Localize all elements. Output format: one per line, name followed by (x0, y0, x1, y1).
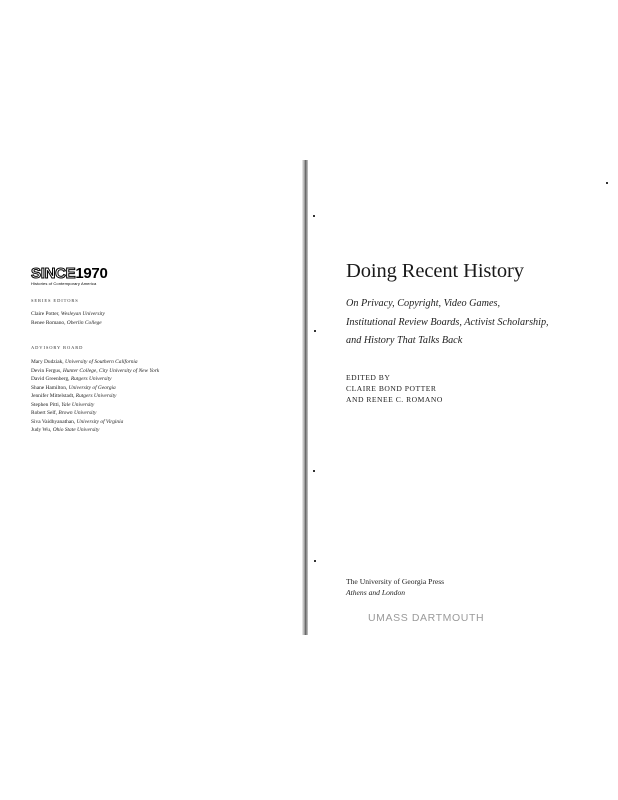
publisher-place: Athens and London (346, 588, 406, 597)
series-logo-mark: SINCE (31, 265, 76, 282)
subtitle-line: Institutional Review Boards, Activist Scholarship, (346, 316, 549, 328)
board-member: Shane Hamilton, University of Georgia (31, 384, 116, 391)
board-member: Devin Fergus, Hunter College, City University of New York (31, 367, 160, 374)
board-member: Mary Dudziak, University of Southern California (31, 359, 138, 365)
series-logo-subtitle: Histories of Contemporary America (31, 281, 97, 286)
left-page (0, 0, 303, 800)
editors-credit-line: CLAIRE BOND POTTER (346, 384, 437, 393)
book-title: Doing Recent History (346, 260, 524, 282)
editors-credit-line: EDITED BY (346, 373, 391, 382)
advisory-board-list (31, 358, 159, 435)
board-member: David Greenberg, Rutgers University (31, 376, 112, 382)
editors-credit (346, 372, 443, 405)
board-member: Judy Wu, Ohio State University (31, 427, 100, 433)
series-editor: Claire Potter, Wesleyan University (31, 311, 105, 317)
series-logo-text (31, 267, 121, 280)
board-member: Jennifer Mittelstadt, Rutgers University (31, 393, 117, 399)
advisory-board-heading: ADVISORY BOARD (31, 345, 84, 350)
board-member: Stephen Pitti, Yale University (31, 401, 95, 408)
series-logo (31, 267, 121, 287)
subtitle-line: and History That Talks Back (346, 335, 463, 346)
board-member: Robert Self, Brown University (31, 410, 97, 416)
editors-credit-line: AND RENEE C. ROMANO (346, 395, 443, 404)
publisher-imprint (346, 576, 444, 598)
series-editors-list (31, 310, 105, 327)
series-editors-heading: SERIES EDITORS (31, 298, 79, 303)
board-member: Siva Vaidhyanathan, University of Virginia (31, 418, 124, 425)
library-stamp: UMASS DARTMOUTH (368, 612, 485, 624)
book-subtitle (346, 295, 549, 351)
series-editor: Renee Romano, Oberlin College (31, 319, 102, 326)
subtitle-line: On Privacy, Copyright, Video Games, (346, 298, 501, 309)
series-logo-year: 1970 (75, 265, 108, 282)
publisher-name: The University of Georgia Press (346, 577, 445, 586)
